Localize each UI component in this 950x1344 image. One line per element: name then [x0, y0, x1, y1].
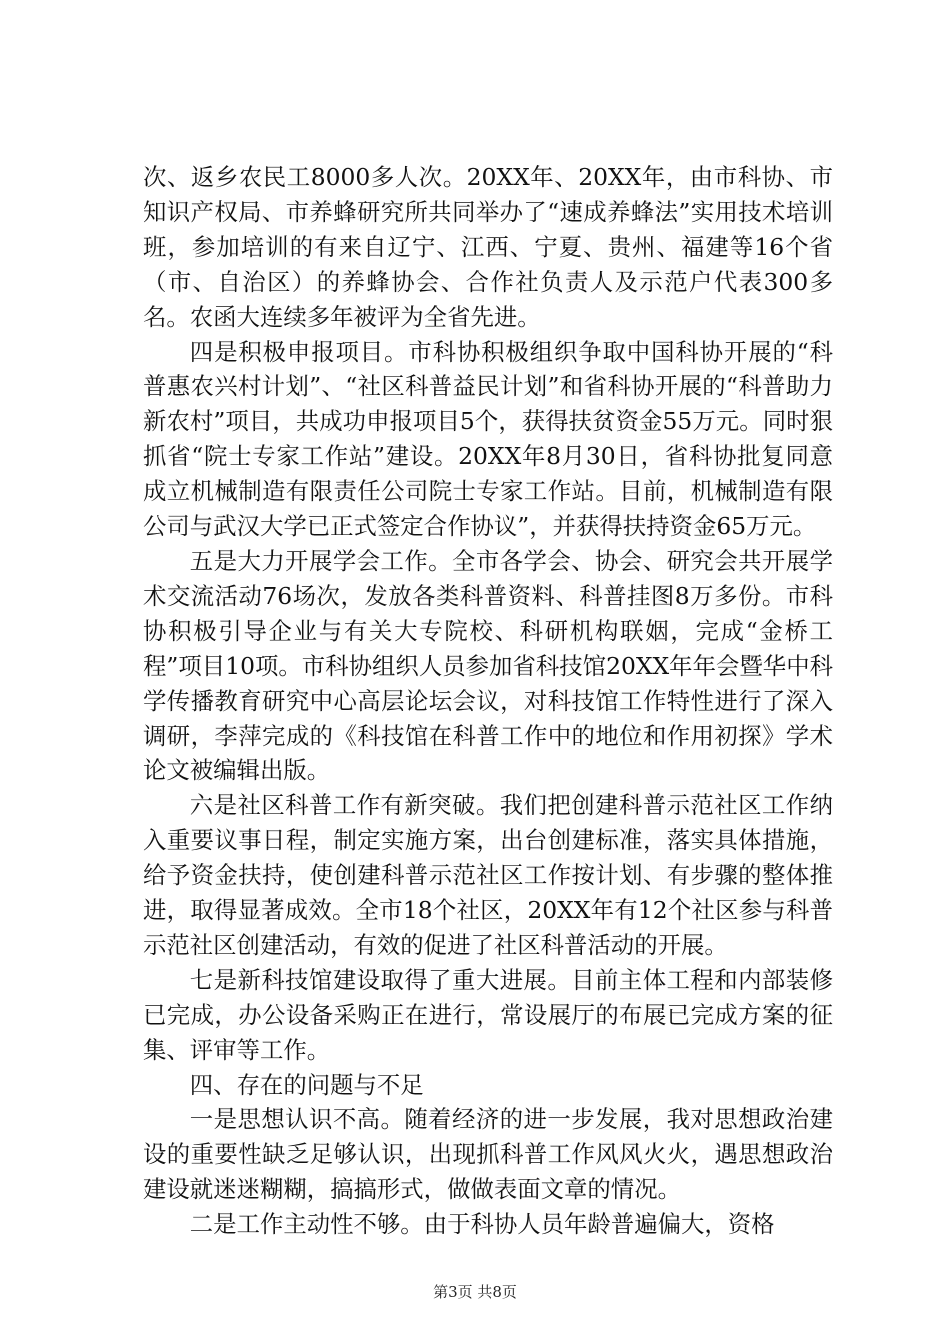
- paragraph-community-science: 六是社区科普工作有新突破。我们把创建科普示范社区工作纳入重要议事日程，制定实施方案，出台创建标准，落实具体措施，给予资金扶持，使创建科普示范社区工作按计划、有步骤的整体推进，取得显著成效。全市18个社区，20XX年有12个社区参与科普示范社区创建活动，有效的促进了社区科普活动的开展。: [143, 791, 833, 959]
- paragraph-awareness: 一是思想认识不高。随着经济的进一步发展，我对思想政治建设的重要性缺乏足够认识，出现抓科普工作风风火火，遇思想政治建设就迷迷糊糊，搞搞形式，做做表面文章的情况。: [143, 1105, 833, 1204]
- page-number-footer: 第3页 共8页: [433, 1283, 517, 1301]
- section-heading-problems: 四、存在的问题与不足: [189, 1070, 424, 1099]
- paragraph-society-work: 五是大力开展学会工作。全市各学会、协会、研究会共开展学术交流活动76场次，发放各类科普资料、科普挂图8万多份。市科协积极引导企业与有关大专院校、科研机构联姻，完成“金桥工程”项目10项。市科协组织人员参加省科技馆20XX年年会暨华中科学传播教育研究中心高层论坛会议，对科技馆工作特性进行了深入调研，李萍完成的《科技馆在科普工作中的地位和作用初探》学术论文被编辑出版。: [143, 546, 833, 785]
- paragraph-project-application: 四是积极申报项目。市科协积极组织争取中国科协开展的“科普惠农兴村计划”、“社区科普益民计划”和省科协开展的“科普助力新农村”项目，共成功申报项目5个，获得扶贫资金55万元。同时狠抓省“院士专家工作站”建设。20XX年8月30日，省科协批复同意成立机械制造有限责任公司院士专家工作站。目前，机械制造有限公司与武汉大学已正式签定合作协议”，并获得扶持资金65万元。: [143, 337, 833, 541]
- document-body: [143, 160, 833, 1242]
- paragraph-initiative: 二是工作主动性不够。由于科协人员年龄普遍偏大，资格: [189, 1210, 775, 1239]
- paragraph-science-museum: 七是新科技馆建设取得了重大进展。目前主体工程和内部装修已完成，办公设备采购正在进行，常设展厅的布展已完成方案的征集、评审等工作。: [143, 965, 833, 1064]
- paragraph-continuation: 次、返乡农民工8000多人次。20XX年、20XX年，由市科协、市知识产权局、市养蜂研究所共同举办了“速成养蜂法”实用技术培训班，参加培训的有来自辽宁、江西、宁夏、贵州、福建等16个省（市、自治区）的养蜂协会、合作社负责人及示范户代表300多名。农函大连续多年被评为全省先进。: [143, 163, 833, 331]
